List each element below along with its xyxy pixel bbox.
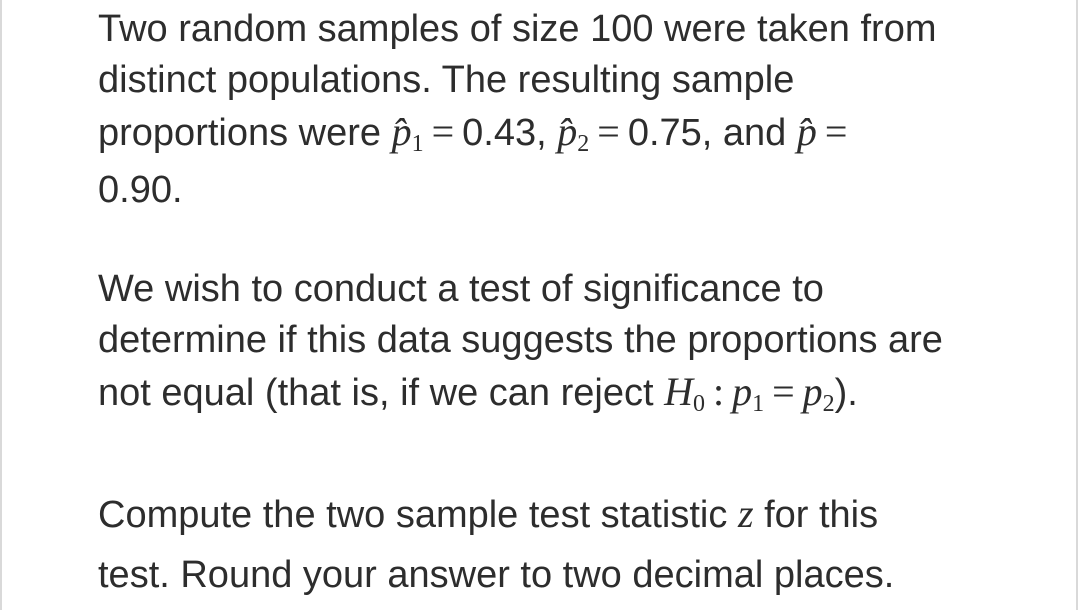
statement-line-2: distinct populations. The resulting sample [98,59,795,101]
p1-subscript: 1 [752,391,765,417]
p1-value: 0.43, [462,112,547,154]
colon-symbol: : [712,369,725,414]
z-symbol: z [737,491,754,536]
equals-sign: = [431,109,455,154]
closing-punctuation: ). [834,372,858,414]
null-hypothesis-intro: not equal (that is, if we can reject [98,372,665,414]
p-hat-symbol: p̂ [796,109,817,154]
p2-subscript: 2 [577,131,590,157]
p2-hat-symbol: p̂ [557,109,578,154]
problem-statement [98,4,1038,216]
equals-sign: = [824,109,848,154]
description-line-1: We wish to conduct a test of significance to [98,268,824,310]
equals-sign: = [772,369,795,414]
description-line-2: determine if this data suggests the proportions are [98,319,943,361]
statement-line-3 [98,106,1038,159]
p2-subscript: 2 [822,391,835,417]
instruction [98,484,1038,605]
statement-line-1: Two random samples of size 100 were taken from [98,8,937,50]
equals-sign: = [597,109,620,154]
p2-value: 0.75, and [627,112,787,154]
instruction-text: Compute the two sample test statistic [98,494,738,536]
h-symbol: H [664,369,693,414]
instruction-text-end: for this [753,494,879,536]
test-description [98,264,1038,419]
pooled-proportion-value: 0.90. [98,169,183,211]
instruction-line-2: test. Round your answer to two decimal places. [98,554,895,596]
instruction-line-1 [98,484,1038,545]
proportions-label: proportions were [98,112,392,154]
p2-symbol: p [802,369,823,414]
h-subscript: 0 [692,391,705,417]
p1-subscript: 1 [411,131,424,157]
p1-symbol: p [732,369,753,414]
description-line-3 [98,366,1038,419]
p1-hat-symbol: p̂ [391,109,412,154]
